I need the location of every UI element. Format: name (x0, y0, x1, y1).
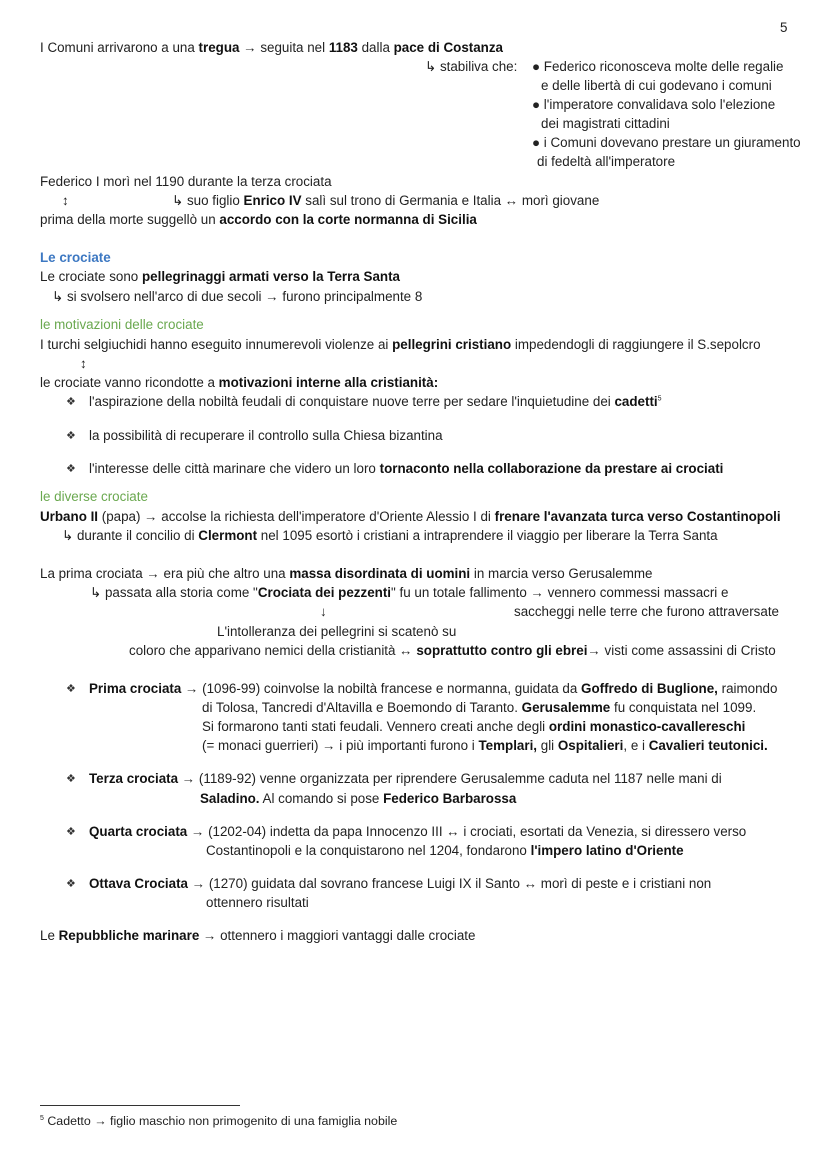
text: Si formarono tanti stati feudali. Vennero creati anche degli (202, 719, 549, 734)
text: pace di Costanza (393, 40, 503, 55)
prima-line: L'intolleranza dei pellegrini si scatenò su (217, 624, 457, 639)
subsection-heading: le diverse crociate (40, 489, 148, 504)
prima-line (129, 642, 776, 660)
text: Gerusalemme (521, 700, 611, 715)
diamond-bullet-icon: ❖ (66, 683, 76, 695)
list-item-cont (202, 737, 768, 755)
urbano-line (40, 508, 781, 526)
stabiliva-item: dei magistrati cittadini (541, 116, 670, 131)
list-item-cont: ottennero risultati (206, 895, 309, 910)
text: Costantinopoli e la conquistarono nel 1204, fondarono (206, 843, 531, 858)
text: Crociata dei pezzenti (257, 585, 392, 600)
prima-line: saccheggi nelle terre che furono attraversate (514, 604, 779, 619)
text: Goffredo di Buglione, (581, 681, 718, 696)
text: (papa) → accolse la richiesta dell'imperatore d'Oriente Alessio I di (98, 509, 495, 524)
diamond-bullet-icon: ❖ (66, 430, 76, 442)
prima-line (40, 565, 653, 583)
federico-line: Federico I morì nel 1190 durante la terza crociata (40, 174, 332, 189)
text: (= monaci guerrieri) → i più importanti furono i (202, 738, 479, 753)
section-heading: Le crociate (40, 250, 111, 265)
text: tregua (198, 40, 240, 55)
list-item-cont (202, 699, 756, 717)
comuni-line (40, 39, 503, 57)
clermont-line (62, 527, 718, 545)
text: ↳ passata alla storia come " (90, 585, 258, 600)
list-item (89, 460, 723, 478)
accordo-line (40, 211, 477, 229)
text: Templari, (478, 738, 538, 753)
list-item (89, 680, 777, 698)
page-number: 5 (780, 20, 788, 35)
diamond-bullet-icon: ❖ (66, 878, 76, 890)
text: Clermont (198, 528, 258, 543)
stabiliva-item: ● l'imperatore convalidava solo l'elezione (532, 97, 776, 112)
list-item-cont (206, 842, 684, 860)
text: Repubbliche marinare (58, 928, 200, 943)
footnote-ref: 5 (657, 395, 662, 403)
text: → (1189-92) venne organizzata per riprendere Gerusalemme caduta nel 1187 nelle mani di (178, 771, 722, 786)
stabiliva-label: ↳ stabiliva che: (425, 59, 518, 74)
stabiliva-item: e delle libertà di cui godevano i comuni (541, 78, 772, 93)
text: I Comuni arrivarono a una (40, 40, 199, 55)
text: l'interesse delle città marinare che videro un loro (89, 461, 380, 476)
text: ordini monastico-cavallereschi (548, 719, 746, 734)
updown-arrow-icon: ↕ (80, 356, 87, 371)
crociate-line (40, 268, 400, 286)
text: l'impero latino d'Oriente (530, 843, 684, 858)
text: ↳ suo figlio (172, 193, 244, 208)
footnote-rule (40, 1105, 240, 1106)
text: Le crociate sono (40, 269, 142, 284)
text: l'aspirazione della nobiltà feudali di conquistare nuove terre per sedare l'inquietudine dei (89, 394, 615, 409)
updown-arrow-icon: ↕ (62, 193, 69, 208)
stabiliva-item: ● Federico riconosceva molte delle regalie (532, 59, 784, 74)
text: massa disordinata di uomini (289, 566, 471, 581)
diamond-bullet-icon: ❖ (66, 773, 76, 785)
text: La prima crociata → era più che altro una (40, 566, 290, 581)
text: soprattutto contro gli ebrei (416, 643, 588, 658)
text: motivazioni interne alla cristianità: (218, 375, 439, 390)
text: salì sul trono di Germania e Italia ↔ morì giovane (301, 193, 600, 208)
text: , e i (623, 738, 649, 753)
text: Cadetto → figlio maschio non primogenito di una famiglia nobile (43, 1114, 398, 1128)
text: fu conquistata nel 1099. (610, 700, 757, 715)
text: Saladino. (200, 791, 260, 806)
text: → visti come assassini di Cristo (587, 643, 776, 658)
text: → ottennero i maggiori vantaggi dalle crociate (199, 928, 476, 943)
text: pellegrinaggi armati verso la Terra Santa (141, 269, 400, 284)
motivazioni-line (40, 374, 438, 392)
text: Urbano II (40, 509, 99, 524)
text: tornaconto nella collaborazione da prestare ai crociati (379, 461, 724, 476)
subsection-heading: le motivazioni delle crociate (40, 317, 204, 332)
list-item (89, 823, 746, 841)
text: pellegrini cristiano (392, 337, 512, 352)
footnote-number: 5 (40, 1114, 44, 1122)
text: cadetti (614, 394, 658, 409)
text: raimondo (717, 681, 778, 696)
text: 1183 (328, 40, 358, 55)
list-item-cont (200, 790, 516, 808)
text: frenare l'avanzata turca verso Costantinopoli (494, 509, 781, 524)
list-item: la possibilità di recuperare il controllo sulla Chiesa bizantina (89, 428, 443, 443)
crociate-line: ↳ si svolsero nell'arco di due secoli → furono principalmente 8 (52, 289, 423, 304)
enrico-line (172, 192, 599, 210)
footnote (40, 1112, 397, 1130)
stabiliva-item: di fedeltà all'imperatore (537, 154, 676, 169)
list-item (89, 875, 711, 893)
list-item (89, 770, 722, 788)
text: Ottava Crociata (89, 876, 188, 891)
text: Federico Barbarossa (383, 791, 517, 806)
text: prima della morte suggellò un (40, 212, 220, 227)
text: nel 1095 esortò i cristiani a intraprendere il viaggio per liberare la Terra Santa (257, 528, 718, 543)
list-item-cont (202, 718, 745, 736)
text: " fu un totale fallimento → vennero commessi massacri e (391, 585, 729, 600)
text: → seguita nel (239, 40, 329, 55)
prima-line (90, 584, 728, 602)
down-arrow-icon: ↓ (320, 604, 327, 619)
repubbliche-line (40, 927, 475, 945)
text: dalla (357, 40, 394, 55)
stabiliva-item: ● i Comuni dovevano prestare un giuramento (532, 135, 801, 150)
motivazioni-line (40, 336, 761, 354)
text: Terza crociata (89, 771, 179, 786)
text: ↳ durante il concilio di (62, 528, 199, 543)
diamond-bullet-icon: ❖ (66, 826, 76, 838)
text: Al comando si pose (259, 791, 384, 806)
text: Ospitalieri (557, 738, 624, 753)
text: gli (537, 738, 558, 753)
text: → (1096-99) coinvolse la nobiltà francese e normanna, guidata da (181, 681, 582, 696)
diamond-bullet-icon: ❖ (66, 463, 76, 475)
text: di Tolosa, Tancredi d'Altavilla e Boemondo di Taranto. (202, 700, 522, 715)
text: accordo con la corte normanna di Sicilia (219, 212, 477, 227)
diamond-bullet-icon: ❖ (66, 396, 76, 408)
text: Enrico IV (243, 193, 302, 208)
text: coloro che apparivano nemici della cristianità ↔ (129, 643, 417, 658)
text: → (1270) guidata dal sovrano francese Luigi IX il Santo ↔ morì di peste e i cristiani non (187, 876, 712, 891)
text: I turchi selgiuchidi hanno eseguito innumerevoli violenze ai (40, 337, 393, 352)
text: in marcia verso Gerusalemme (470, 566, 653, 581)
text: → (1202-04) indetta da papa Innocenzo III ↔ i crociati, esortati da Venezia, si diressero verso (187, 824, 747, 839)
text: le crociate vanno ricondotte a (40, 375, 219, 390)
text: Le (40, 928, 59, 943)
text: impedendogli di raggiungere il S.sepolcro (511, 337, 761, 352)
text: Cavalieri teutonici. (648, 738, 768, 753)
list-item (89, 393, 662, 411)
text: Prima crociata (89, 681, 182, 696)
text: Quarta crociata (89, 824, 188, 839)
